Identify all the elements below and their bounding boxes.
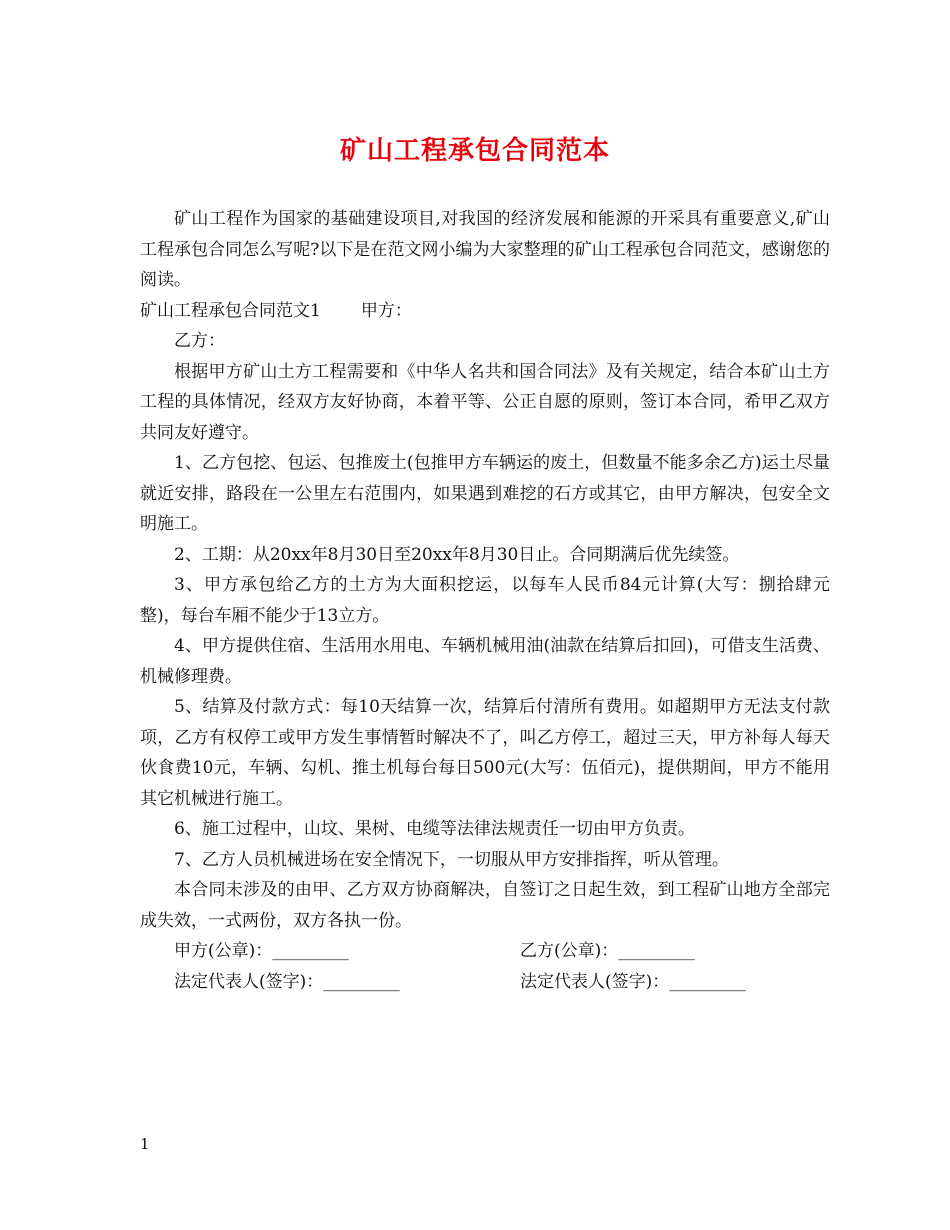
party-b-representative: 法定代表人(签字)：_________	[520, 971, 746, 992]
document-body	[140, 204, 830, 997]
clause-7: 7、乙方人员机械进场在安全情况下，一切服从甲方安排指挥，听从管理。	[174, 849, 729, 870]
clause-3: 3、甲方承包给乙方的土方为大面积挖运，以每车人民币84元计算(大写：捌拾肆元整)，每台车厢不能少于13立方。	[140, 575, 830, 626]
clause-1: 1、乙方包挖、包运、包推废土(包推甲方车辆运的废土，但数量不能多余乙方)运土尽量就近安排，路段在一公里左右范围内，如果遇到难挖的石方或其它，由甲方解决，包安全文明施工。	[140, 453, 830, 534]
closing-paragraph: 本合同未涉及的由甲、乙方双方协商解决，自签订之日起生效，到工程矿山地方全部完成失效，一式两份，双方各执一份。	[140, 880, 830, 931]
section-heading: 矿山工程承包合同范文1	[140, 300, 321, 321]
signature-row-seal	[174, 936, 830, 967]
party-a-seal: 甲方(公章)：_________	[174, 941, 349, 961]
party-a-label: 甲方：	[360, 300, 412, 321]
signature-row-rep	[174, 967, 830, 998]
preamble-paragraph: 根据甲方矿山土方工程需要和《中华人名共和国合同法》及有关规定，结合本矿山土方工程的具体情况，经双方友好协商，本着平等、公正自愿的原则，签订本合同，希甲乙双方共同友好遵守。	[140, 361, 830, 443]
intro-paragraph: 矿山工程作为国家的基础建设项目,对我国的经济发展和能源的开采具有重要意义,矿山工程承包合同怎么写呢?以下是在范文网小编为大家整理的矿山工程承包合同范文，感谢您的阅读。	[140, 209, 830, 290]
party-a-representative: 法定代表人(签字)：_________	[174, 971, 400, 992]
party-b-seal: 乙方(公章)：_________	[520, 941, 695, 961]
document-title: 矿山工程承包合同范本	[339, 136, 610, 166]
clause-2: 2、工期：从20xx年8月30日至20xx年8月30日止。合同期满后优先续签。	[174, 544, 740, 565]
section-heading-line	[140, 296, 830, 327]
clause-6: 6、施工过程中，山坟、果树、电缆等法律法规责任一切由甲方负责。	[174, 819, 695, 839]
page-number: 1	[140, 1135, 150, 1153]
clause-5: 5、结算及付款方式：每10天结算一次，结算后付清所有费用。如超期甲方无法支付款项，乙方有权停工或甲方发生事情暂时解决不了，叫乙方停工，超过三天，甲方补每人每天伙食费10元，车辆、勾机、推土机每台每日500元(大写：伍佰元)，提供期间，甲方不能用其它机械进行施工。	[140, 697, 830, 809]
clause-4: 4、甲方提供住宿、生活用水用电、车辆机械用油(油款在结算后扣回)，可借支生活费、机械修理费。	[140, 636, 830, 687]
party-b-label: 乙方：	[174, 331, 225, 351]
